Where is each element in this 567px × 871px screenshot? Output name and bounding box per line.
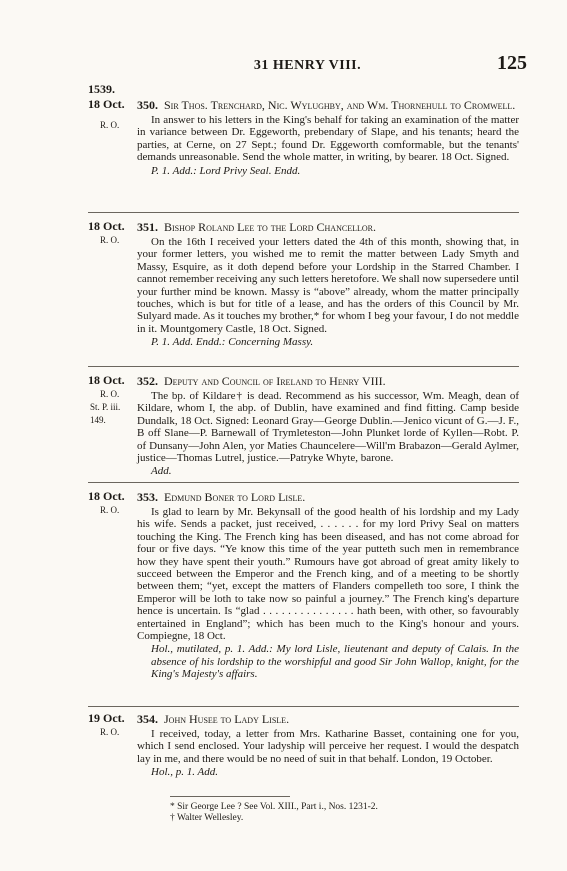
entry-margin — [88, 712, 136, 739]
entry-description: P. 1. Add.: Lord Privy Seal. Endd. — [151, 164, 301, 177]
entry-body — [137, 712, 519, 779]
entry-date: 19 Oct. — [88, 711, 125, 725]
entry-source: R. O. — [100, 120, 120, 130]
entry-heading — [137, 220, 519, 234]
entry-text: I received, today, a letter from Mrs. Katharine Basset, containing one for you, which I send enclosed. Your ladyship will perceive her request. I would the despatch lay in me, and there would be no need of suit in that behalf. London, 19 October. — [137, 728, 519, 765]
entry-margin — [88, 220, 136, 247]
running-head — [88, 50, 527, 74]
footnote-divider — [170, 796, 290, 797]
footnote: † Walter Wellesley. — [170, 813, 244, 823]
entry-number: 352. — [137, 374, 158, 388]
entry-number: 351. — [137, 220, 158, 234]
entry-heading — [137, 374, 519, 388]
entry-source: R. O. — [100, 389, 120, 399]
entry-date: 18 Oct. — [88, 489, 125, 503]
entry-number: 354. — [137, 712, 158, 726]
entry-source: R. O. — [100, 727, 120, 737]
entry-heading — [137, 712, 519, 726]
entry-number: 350. — [137, 98, 158, 112]
entry-title: Bishop Roland Lee to the Lord Chancellor. — [164, 220, 376, 234]
entry-margin — [88, 98, 136, 132]
section-divider — [88, 212, 519, 213]
entry-title: John Husee to Lady Lisle. — [164, 712, 290, 726]
entry-body — [137, 98, 519, 177]
entry-source-secondary: St. P. iii. 149. — [90, 402, 121, 425]
section-divider — [88, 482, 519, 483]
running-title: 31 HENRY VIII. — [253, 58, 362, 73]
entry-date: 18 Oct. — [88, 219, 125, 233]
entry-date: 18 Oct. — [88, 373, 125, 387]
entry-description: Hol., mutilated, p. 1. Add.: My lord Lisle, lieutenant and deputy of Calais. In the absence of his lordship to the worshipful and good Sir John Wallop, knight, for the King's Majesty's affairs. — [151, 643, 519, 681]
entry-description: Hol., p. 1. Add. — [151, 766, 219, 779]
entry-number: 353. — [137, 490, 158, 504]
entry-text: In answer to his letters in the King's behalf for taking an examination of the matter in variance between Dr. Eggeworth, prebendary of Slape, and his tenants; heard the parties, at Cerne, on 27 Sept.; found Dr. Eggeworth comformable, but the tenants' demands unreasonable. Send the whole matter, in writing, by bearer. 18 Oct. Signed. — [137, 114, 519, 164]
footnotes — [170, 802, 500, 824]
entry-body — [137, 490, 519, 681]
entry-heading — [137, 490, 519, 504]
entry-date: 18 Oct. — [88, 97, 125, 111]
entry-description: Add. — [151, 465, 172, 478]
entry-title: Sir Thos. Trenchard, Nic. Wylughby, and Wm. Thornehull to Cromwell. — [164, 98, 516, 112]
page-number: 125 — [497, 52, 527, 74]
entry-body — [137, 374, 519, 478]
section-divider — [88, 366, 519, 367]
entry-body — [137, 220, 519, 349]
entry-source: R. O. — [100, 235, 120, 245]
entry-text: The bp. of Kildare† is dead. Recommend as his successor, Wm. Meagh, dean of Kildare, whom I, the abp. of Dublin, have examined and find fitting. Camp beside Dundalk, 18 Oct. Signed: Leonard Gray—George Dublin.—Jenico vicunt of G.—J. F., B off Slane—P. Barnewall of Trymleteston—John Plunket lorde of Kyllen—Robt. P. of Dunsany—John Alen, yor Maties Chauncelere—Will'm Brabazon—Gerald Aylmer, justice—Thomas Lutrel, justice.—Patryke Whyte, barone. — [137, 390, 519, 465]
entry-source: R. O. — [100, 505, 120, 515]
entry-heading — [137, 98, 519, 112]
entry-margin — [88, 490, 136, 517]
entry-title: Deputy and Council of Ireland to Henry VIII. — [164, 374, 386, 388]
entry-title: Edmund Boner to Lord Lisle. — [164, 490, 306, 504]
footnote: * Sir George Lee ? See Vol. XIII., Part i., Nos. 1231-2. — [170, 802, 378, 812]
section-divider — [88, 706, 519, 707]
year-label: 1539. — [88, 82, 115, 96]
entry-text: On the 16th I received your letters dated the 4th of this month, showing that, in your former letters, you wished me to remit the matter between Lady Smyth and Massy, Esquire, as it doth depend before your Lordship in the Starred Chamber. I cannot remember receiving any such letters heretofore. We shall now supersedere until your further mind be known. Massy is “above” already, whom the matter principally touches, which is but for title of a lease, and has the orders of this Council by Mr. Sulyard made. As it touches my brother,* for whom I beg your favour, I do not meddle in it. Mountgomery Castle, 18 Oct. Signed. — [137, 236, 519, 335]
entry-margin — [88, 374, 136, 427]
entry-text: Is glad to learn by Mr. Bekynsall of the good health of his lordship and my Lady his wife. Sends a packet, just received, . . . . . . for my lord Privy Seal on matters touching the King. The French king has been diseased, and has not come abroad for four or five days. “Ye know this time of the year putteth such men in remembrance how they have spent their youth.” Rumours have got abroad of great amity likely to succeed between the Emperor and the French king, and of a meeting to be shortly between them; “yet, except the matters of Flanders compelleth too sore, I think the Emperor will be loth to take now so painful a journey.” The French king's departure hence is uncertain. Is “glad . . . . . . . . . . . . . . . hath been, with other, so favourably entertained in England”; which has been much to the King's honour and yours. Compiegne, 18 Oct. — [137, 506, 519, 643]
entry-description: P. 1. Add. Endd.: Concerning Massy. — [151, 336, 314, 349]
